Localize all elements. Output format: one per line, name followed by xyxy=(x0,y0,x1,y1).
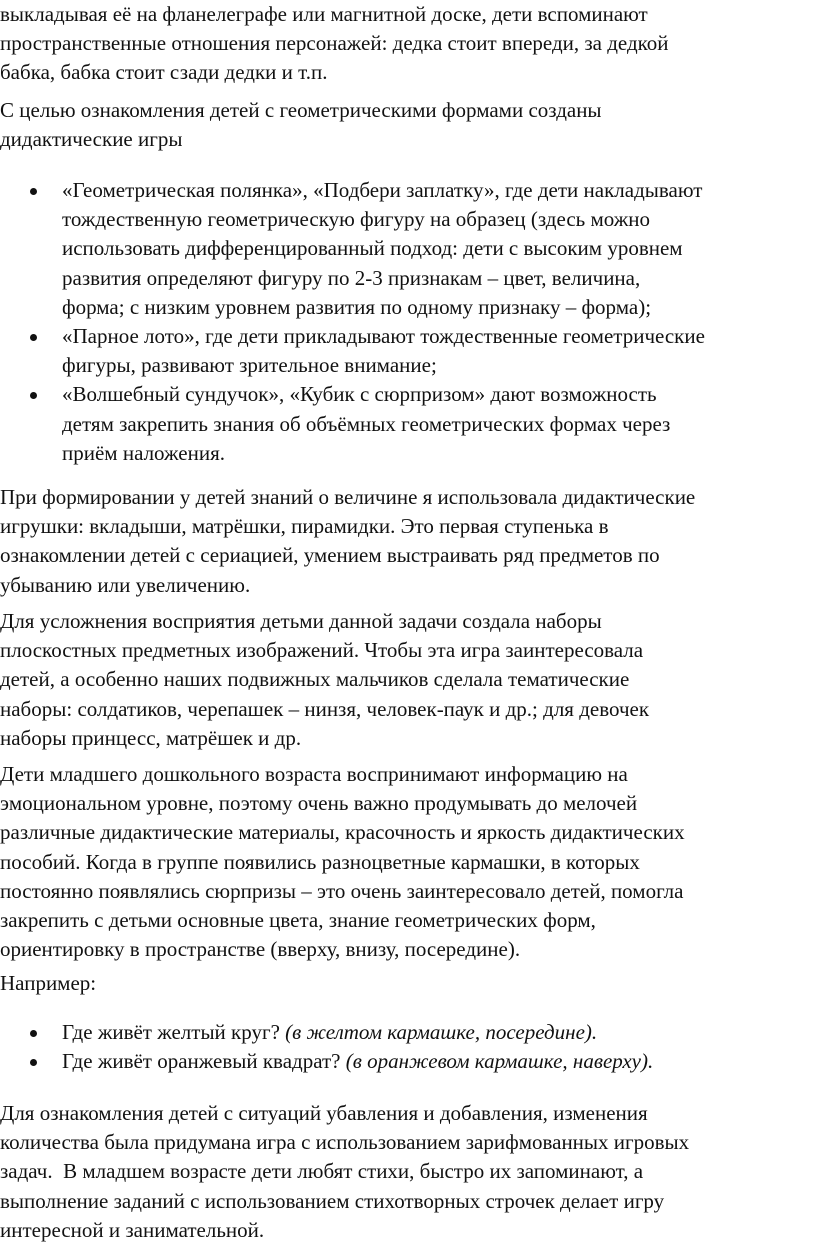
text-line: Для ознакомления детей с ситуаций убавления и добавления, изменения xyxy=(0,1101,648,1125)
list-item xyxy=(0,322,816,380)
example-answer: (в желтом кармашке, посередине). xyxy=(285,1020,598,1044)
text-line: ориентировку в пространстве (вверху, внизу, посередине). xyxy=(0,937,521,962)
text-line: форма; с низким уровнем развития по одному признаку – форма); xyxy=(62,294,652,319)
text-line: пособий. Когда в группе появились разноцветные кармашки, в которых xyxy=(0,849,640,874)
text-line: детей, а особенно наших подвижных мальчиков сделала тематические xyxy=(0,667,630,692)
text-line: «Геометрическая полянка», «Подбери заплатку», где дети накладывают xyxy=(62,178,703,202)
text-line: игрушки: вкладыши, матрёшки, пирамидки. Это первая ступенька в xyxy=(0,514,609,539)
text-line: Для усложнения восприятия детьми данной задачи создала наборы xyxy=(0,609,602,633)
text-line: «Парное лото», где дети прикладывают тождественные геометрические xyxy=(62,324,705,349)
text-line: пространственные отношения персонажей: дедка стоит впереди, за дедкой xyxy=(0,31,669,56)
examples-list xyxy=(0,1018,816,1076)
example-line xyxy=(62,1047,816,1076)
bullet-icon xyxy=(30,1059,37,1066)
text-line: тождественную геометрическую фигуру на образец (здесь можно xyxy=(62,207,650,232)
rhymes-paragraph xyxy=(0,1099,816,1245)
text-line: Дети младшего дошкольного возраста воспринимают информацию на xyxy=(0,762,628,786)
text-line: использовать дифференцированный подход: дети с высоким уровнем xyxy=(62,236,683,261)
pockets-paragraph xyxy=(0,760,816,964)
example-question: Где живёт желтый круг? xyxy=(62,1020,286,1044)
text-line: количества была придумана игра с использованием зарифмованных игровых xyxy=(0,1130,690,1155)
text-line: закрепить с детьми основные цвета, знание геометрических форм, xyxy=(0,908,596,933)
text-line: плоскостных предметных изображений. Чтобы эта игра заинтересовала xyxy=(0,638,644,663)
list-item xyxy=(0,176,816,322)
text-line: постоянно появлялись сюрпризы – это очень заинтересовало детей, помогла xyxy=(0,878,684,903)
text-line: задач. В младшем возрасте дети любят стихи, быстро их запоминают, а xyxy=(0,1159,644,1184)
text-line: эмоциональном уровне, поэтому очень важно продумывать до мелочей xyxy=(0,791,638,816)
text-line: детям закрепить знания об объёмных геометрических формах через xyxy=(62,411,671,436)
intro-paragraph xyxy=(0,0,816,88)
text-line: выкладывая её на фланелеграфе или магнитной доске, дети вспоминают xyxy=(0,2,648,26)
example-question: Где живёт оранжевый квадрат? xyxy=(62,1049,346,1074)
text-line: убыванию или увеличению. xyxy=(0,572,251,597)
text-line: наборы: солдатиков, черепашек – нинзя, человек-паук и др.; для девочек xyxy=(0,696,650,721)
size-paragraph xyxy=(0,483,816,600)
list-item xyxy=(0,1047,816,1076)
text-line: С целью ознакомления детей с геометрическими формами созданы xyxy=(0,98,602,122)
sets-paragraph xyxy=(0,607,816,753)
text-line: интересной и занимательной. xyxy=(0,1217,265,1242)
text-line: развития определяют фигуру по 2-3 признакам – цвет, величина, xyxy=(62,265,641,290)
geometry-games-list xyxy=(0,176,816,468)
list-item xyxy=(0,380,816,468)
example-label xyxy=(0,969,816,998)
example-line xyxy=(62,1018,816,1047)
text-line: бабка, бабка стоит сзади дедки и т.п. xyxy=(0,60,328,85)
text-line: наборы принцесс, матрёшек и др. xyxy=(0,725,302,750)
text-line: При формировании у детей знаний о величине я использовала дидактические xyxy=(0,485,696,509)
text-line: фигуры, развивают зрительное внимание; xyxy=(62,353,437,378)
list-item xyxy=(0,1018,816,1047)
bullet-icon xyxy=(30,1030,37,1037)
text-line: Например: xyxy=(0,971,97,995)
bullet-icon xyxy=(30,334,37,341)
bullet-icon xyxy=(30,188,37,195)
example-answer: (в оранжевом кармашке, наверху). xyxy=(345,1049,654,1074)
text-line: приём наложения. xyxy=(62,440,225,465)
text-line: «Волшебный сундучок», «Кубик с сюрпризом» дают возможность xyxy=(62,382,657,407)
text-line: ознакомлении детей с сериацией, умением выстраивать ряд предметов по xyxy=(0,543,660,568)
text-line: дидактические игры xyxy=(0,127,183,152)
text-line: различные дидактические материалы, красочность и яркость дидактических xyxy=(0,820,685,845)
geometry-paragraph xyxy=(0,96,816,154)
text-line: выполнение заданий с использованием стихотворных строчек делает игру xyxy=(0,1188,665,1213)
bullet-icon xyxy=(30,392,37,399)
